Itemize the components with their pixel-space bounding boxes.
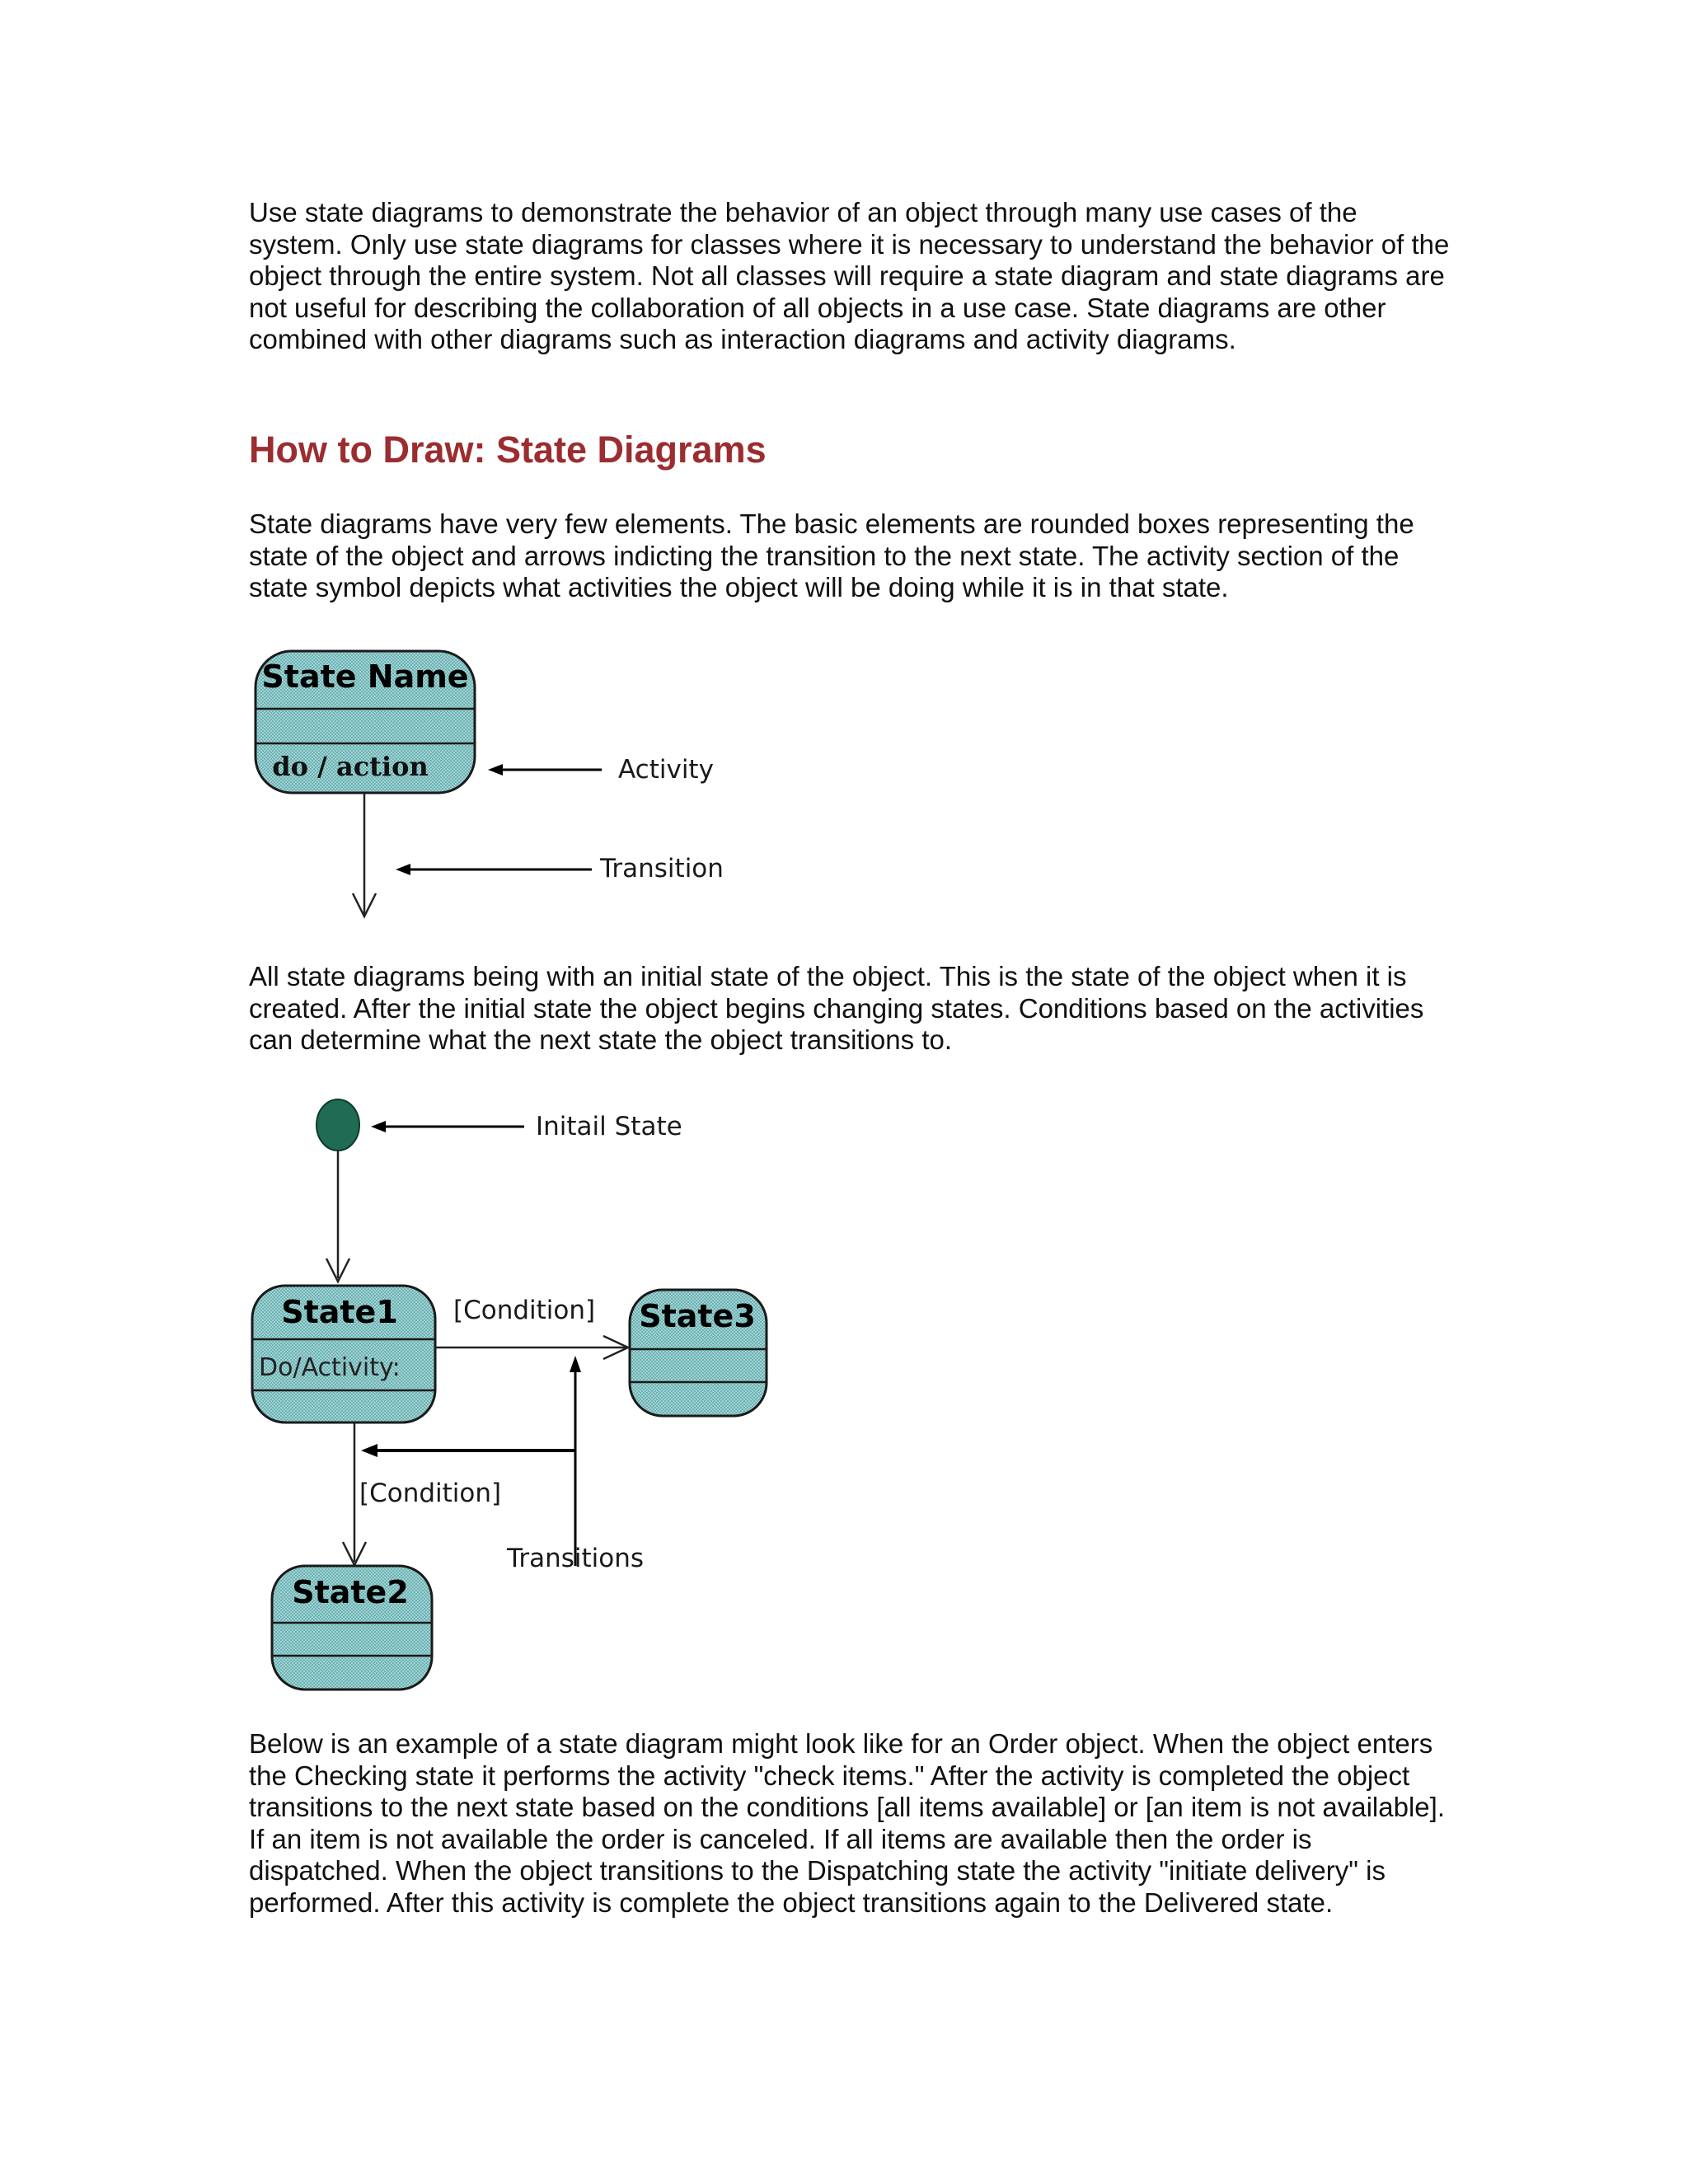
state2-box xyxy=(272,1566,432,1690)
transition-arrow xyxy=(353,793,376,916)
transitions-pointer-left-arrow xyxy=(361,1444,575,1457)
condition-bottom-label: [Condition] xyxy=(359,1479,502,1508)
condition-top-label: [Condition] xyxy=(453,1296,596,1325)
section-heading: How to Draw: State Diagrams xyxy=(249,429,767,471)
activity-label: Activity xyxy=(618,755,714,785)
initial-state-label: Initail State xyxy=(536,1112,682,1141)
elements-paragraph: State diagrams have very few elements. The basic elements are rounded boxes representing the state of the object and arrows indicting the transition to the next state. The activity section of the state symbol depicts what activities the object will be doing while it is in that state. xyxy=(249,509,1414,603)
initial-state-paragraph: All state diagrams being with an initial state of the object. This is the state of the object when it is created. After the initial state the object begins changing states. Conditions based on the activities can determine what the next state the object transitions to. xyxy=(249,961,1424,1056)
activity-arrow xyxy=(488,764,602,776)
state2-name: State2 xyxy=(292,1574,409,1610)
transition-pointer-arrow xyxy=(396,864,592,875)
transitions-pointer-up-arrow xyxy=(570,1356,581,1566)
state-transitions-figure xyxy=(239,1084,783,1702)
initial-transition-arrow xyxy=(326,1151,349,1282)
intro-paragraph: Use state diagrams to demonstrate the behavior of an object through many use cases of the system. Only use state diagrams for classes where it is necessary to understand the behavior of the object through the entire system. Not all classes will require a state diagram and state diagrams are not useful for describing the collaboration of all objects in a use case. State diagrams are other combined with other diagrams such as interaction diagrams and activity diagrams. xyxy=(249,197,1450,355)
state-symbol-figure xyxy=(239,635,750,931)
example-paragraph: Below is an example of a state diagram might look like for an Order object. When the object enters the Checking state it performs the activity "check items." After the activity is completed the object transitions to the next state based on the conditions [all items available] or [an item is not available]. If an item is not available the order is canceled. If all items are available then the order is dispatched. When the object transitions to the Dispatching state the activity "initiate delivery" is performed. After this activity is complete the object transitions again to the Delivered state. xyxy=(249,1728,1445,1918)
state-box xyxy=(256,651,475,793)
state-activity-label: do / action xyxy=(272,751,429,782)
state1-activity: Do/Activity: xyxy=(259,1353,401,1382)
state-name-label: State Name xyxy=(261,658,469,695)
initial-state-pointer-arrow xyxy=(371,1121,524,1132)
initial-state-dot xyxy=(316,1099,359,1151)
state3-box xyxy=(630,1290,767,1416)
state3-name: State3 xyxy=(639,1298,756,1334)
state1-name: State1 xyxy=(281,1294,398,1330)
transitions-label: Transitions xyxy=(506,1544,645,1573)
transition-label: Transition xyxy=(600,854,724,883)
state1-to-state3-arrow xyxy=(435,1336,628,1359)
state1-box xyxy=(252,1286,435,1422)
